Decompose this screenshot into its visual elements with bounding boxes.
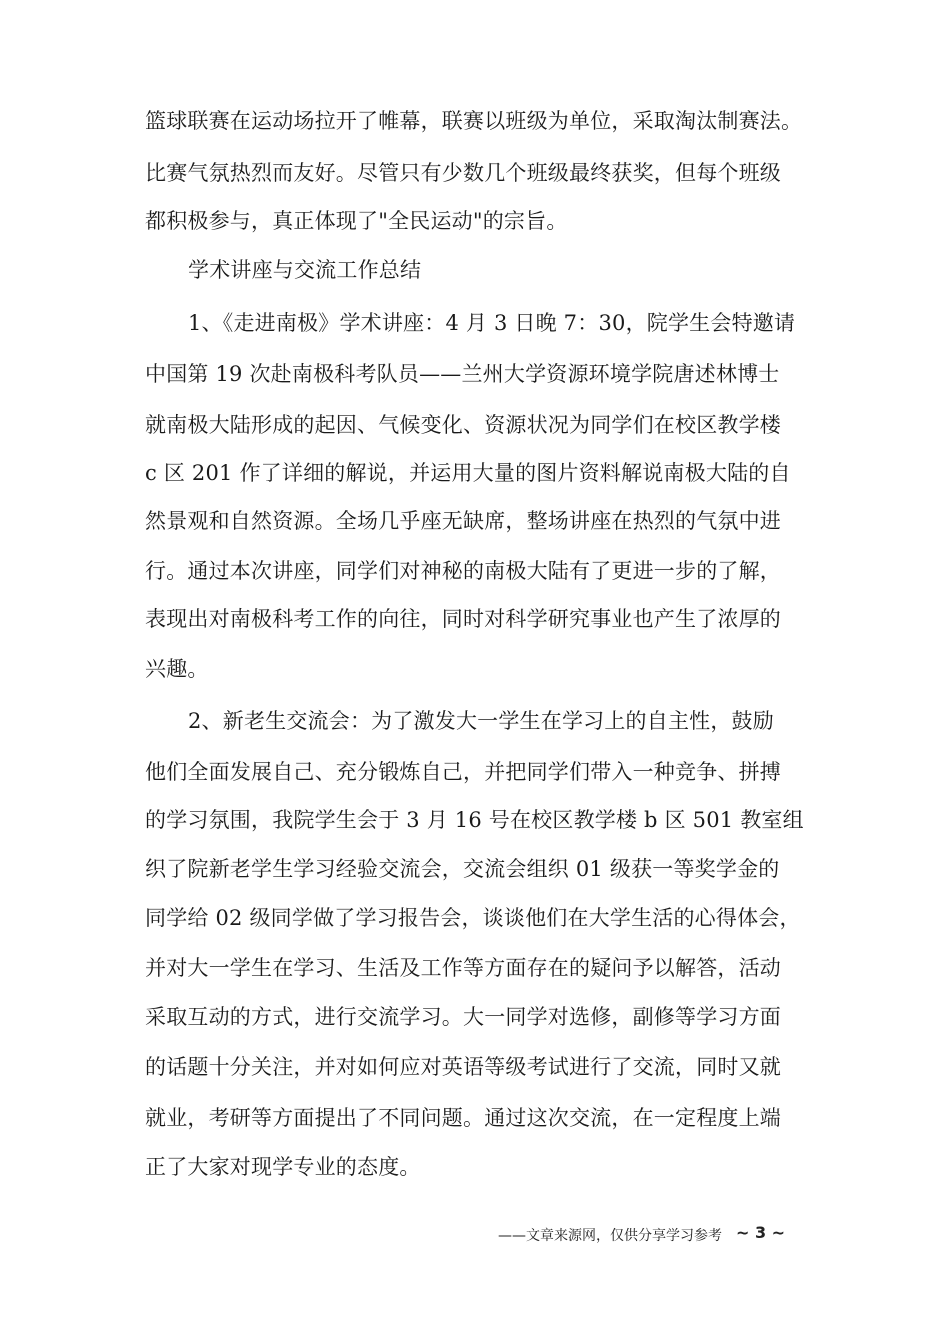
body-line: 中国第 19 次赴南极科考队员——兰州大学资源环境学院唐述林博士 — [145, 362, 780, 386]
body-line: 然景观和自然资源。全场几乎座无缺席，整场讲座在热烈的气氛中进 — [145, 509, 781, 533]
body-line: 1、《走进南极》学术讲座：4 月 3 日晚 7：30，院学生会特邀请 — [188, 311, 796, 335]
body-line: 表现出对南极科考工作的向往，同时对科学研究事业也产生了浓厚的 — [145, 607, 781, 631]
body-line: 都积极参与，真正体现了"全民运动"的宗旨。 — [145, 209, 568, 233]
footer-source-note: ——文章来源网，仅供分享学习参考 — [498, 1228, 722, 1244]
body-line: 他们全面发展自己、充分锻炼自己，并把同学们带入一种竞争、拼搏 — [145, 760, 781, 784]
body-line: 篮球联赛在运动场拉开了帷幕，联赛以班级为单位，采取淘汰制赛法。 — [145, 109, 803, 133]
body-line: 的话题十分关注，并对如何应对英语等级考试进行了交流，同时又就 — [145, 1055, 781, 1079]
body-line: 就业，考研等方面提出了不同问题。通过这次交流，在一定程度上端 — [145, 1106, 781, 1130]
body-line: c 区 201 作了详细的解说，并运用大量的图片资料解说南极大陆的自 — [145, 461, 791, 485]
page-number: ~ 3 ~ — [736, 1223, 786, 1242]
body-line: 并对大一学生在学习、生活及工作等方面存在的疑问予以解答，活动 — [145, 956, 781, 980]
body-line: 采取互动的方式，进行交流学习。大一同学对选修，副修等学习方面 — [145, 1005, 781, 1029]
body-line: 比赛气氛热烈而友好。尽管只有少数几个班级最终获奖，但每个班级 — [145, 161, 781, 185]
body-line: 正了大家对现学专业的态度。 — [145, 1155, 421, 1179]
body-line: 就南极大陆形成的起因、气候变化、资源状况为同学们在校区教学楼 — [145, 413, 781, 437]
body-line: 织了院新老学生学习经验交流会，交流会组织 01 级获一等奖学金的 — [145, 857, 780, 881]
body-line: 同学给 02 级同学做了学习报告会，谈谈他们在大学生活的心得体会， — [145, 906, 801, 930]
body-line: 行。通过本次讲座，同学们对神秘的南极大陆有了更进一步的了解， — [145, 559, 781, 583]
section-heading: 学术讲座与交流工作总结 — [188, 258, 422, 282]
body-line: 的学习氛围，我院学生会于 3 月 16 号在校区教学楼 b 区 501 教室组 — [145, 808, 804, 832]
body-line: 兴趣。 — [145, 657, 209, 681]
body-line: 2、新老生交流会：为了激发大一学生在学习上的自主性，鼓励 — [188, 709, 774, 733]
